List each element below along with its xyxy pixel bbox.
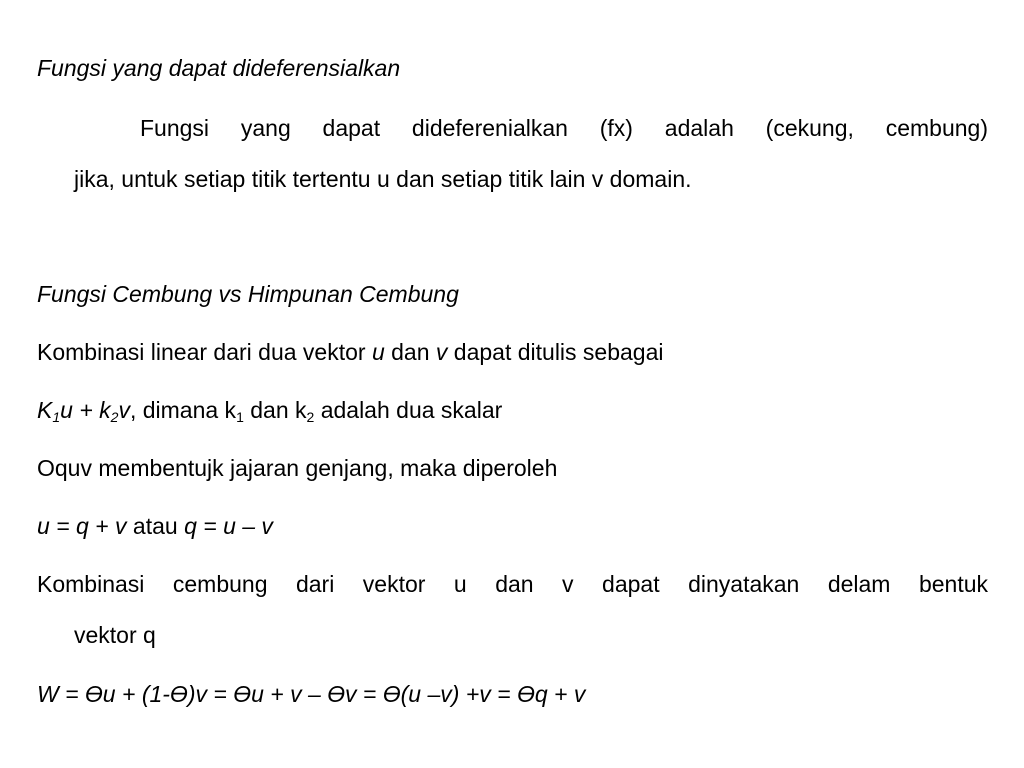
text-segment: dapat ditulis sebagai xyxy=(447,339,664,365)
var-v: v xyxy=(118,397,130,423)
formula-w: W = Ɵu + (1-Ɵ)v = Ɵu + v – Ɵv = Ɵ(u –v) +v = Ɵq + v xyxy=(37,681,586,707)
line-oquv: Oquv membentujk jajaran genjang, maka diperoleh xyxy=(37,455,558,481)
subscript: 2 xyxy=(110,409,119,425)
text-segment: dan xyxy=(384,339,436,365)
subscript: 2 xyxy=(306,409,315,425)
text-segment: Kombinasi linear dari dua vektor xyxy=(37,339,372,365)
expr-u-eq: u = q + v xyxy=(37,513,127,539)
subscript: 1 xyxy=(52,409,61,425)
line-k1u-k2v xyxy=(37,396,988,424)
paragraph-definition-line-2: jika, untuk setiap titik tertentu u dan setiap titik lain v domain. xyxy=(74,166,692,192)
heading-fungsi-cembung: Fungsi Cembung vs Himpunan Cembung xyxy=(37,281,459,307)
paragraph-kombinasi-cembung-line-2: vektor q xyxy=(74,622,156,648)
text-segment: adalah dua skalar xyxy=(314,397,503,423)
expr-u-plus-k: u + k xyxy=(60,397,111,423)
line-equation-u-q xyxy=(37,512,988,540)
expr-q-eq: q = u – v xyxy=(184,513,273,539)
heading-fungsi-dideferensialkan: Fungsi yang dapat dideferensialkan xyxy=(37,55,401,81)
var-k: K xyxy=(37,397,53,423)
paragraph-definition-line-1: Fungsi yang dapat dideferenialkan (fx) adalah (cekung, cembung) xyxy=(140,115,988,141)
text-segment: dan k xyxy=(243,397,307,423)
subscript: 1 xyxy=(236,409,244,425)
line-kombinasi-linear xyxy=(37,338,988,366)
var-u: u xyxy=(371,339,385,365)
paragraph-kombinasi-cembung-line-1: Kombinasi cembung dari vektor u dan v dapat dinyatakan delam bentuk xyxy=(37,571,988,597)
text-segment: atau xyxy=(126,513,185,539)
text-segment: , dimana k xyxy=(129,397,237,423)
var-v: v xyxy=(435,339,448,365)
